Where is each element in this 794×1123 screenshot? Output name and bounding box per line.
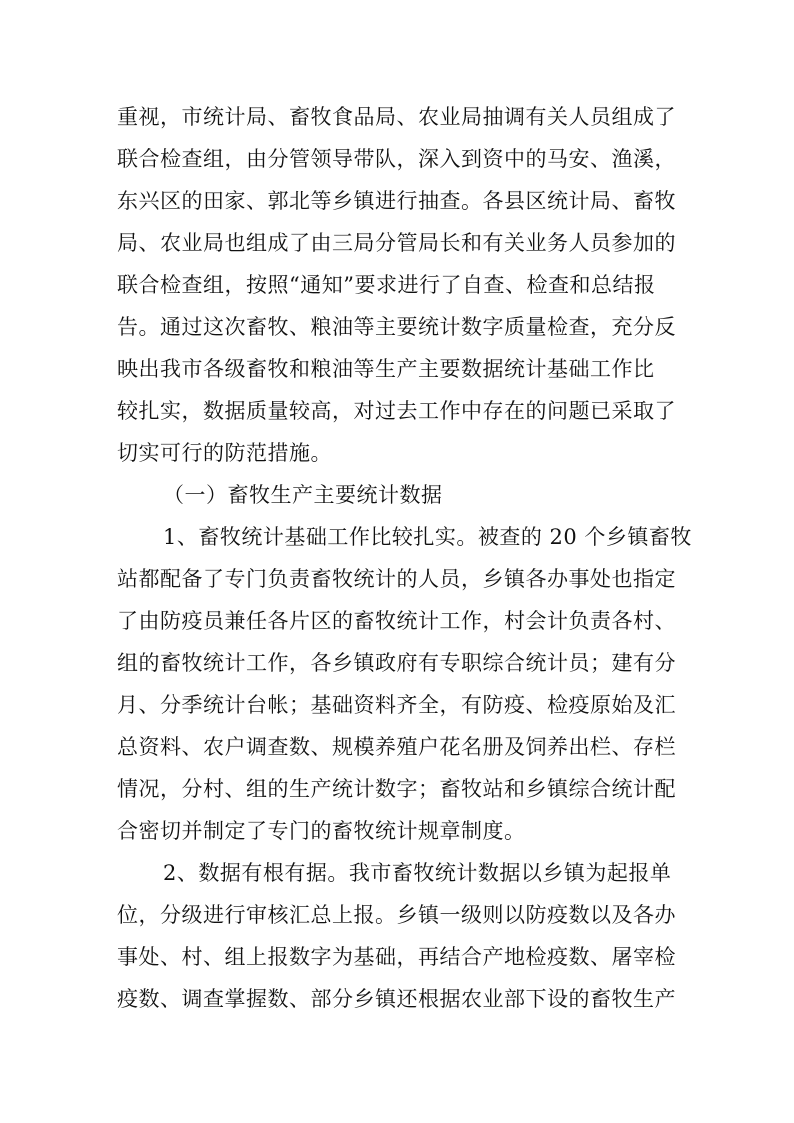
paragraph-line: 总资料、农户调查数、规模养殖户花名册及饲养出栏、存栏 <box>117 735 676 759</box>
paragraph-line: 1、畜牧统计基础工作比较扎实。被查的 20 个乡镇畜牧 <box>163 525 692 549</box>
paragraph-line: 疫数、调查掌握数、部分乡镇还根据农业部下设的畜牧生产 <box>117 987 676 1011</box>
paragraph-line: 事处、村、组上报数字为基础，再结合产地检疫数、屠宰检 <box>117 945 676 969</box>
section-heading: （一）畜牧生产主要统计数据 <box>163 483 443 507</box>
paragraph-line: 合密切并制定了专门的畜牧统计规章制度。 <box>117 819 526 843</box>
paragraph-line: 月、分季统计台帐；基础资料齐全，有防疫、检疫原始及汇 <box>117 693 676 717</box>
paragraph-line: 联合检查组，由分管领导带队，深入到资中的马安、渔溪， <box>117 147 676 171</box>
paragraph-line: 局、农业局也组成了由三局分管局长和有关业务人员参加的 <box>117 231 676 255</box>
paragraph-line: 较扎实，数据质量较高，对过去工作中存在的问题已采取了 <box>117 399 676 423</box>
paragraph-line: 切实可行的防范措施。 <box>117 441 332 465</box>
paragraph-line: 映出我市各级畜牧和粮油等生产主要数据统计基础工作比 <box>117 357 655 381</box>
paragraph-line: 站都配备了专门负责畜牧统计的人员，乡镇各办事处也指定 <box>117 567 676 591</box>
paragraph-line: 重视，市统计局、畜牧食品局、农业局抽调有关人员组成了 <box>117 105 676 129</box>
paragraph-line: 2、数据有根有据。我市畜牧统计数据以乡镇为起报单 <box>163 861 672 885</box>
paragraph-line: 告。通过这次畜牧、粮油等主要统计数字质量检查，充分反 <box>117 315 676 339</box>
paragraph-line: 组的畜牧统计工作，各乡镇政府有专职综合统计员；建有分 <box>117 651 676 675</box>
paragraph-line: 情况，分村、组的生产统计数字；畜牧站和乡镇综合统计配 <box>117 777 676 801</box>
paragraph-line: 联合检查组，按照“通知”要求进行了自查、检查和总结报 <box>117 273 656 297</box>
paragraph-line: 了由防疫员兼任各片区的畜牧统计工作，村会计负责各村、 <box>117 609 676 633</box>
paragraph-line: 东兴区的田家、郭北等乡镇进行抽查。各县区统计局、畜牧 <box>117 189 676 213</box>
paragraph-line: 位，分级进行审核汇总上报。乡镇一级则以防疫数以及各办 <box>117 903 676 927</box>
